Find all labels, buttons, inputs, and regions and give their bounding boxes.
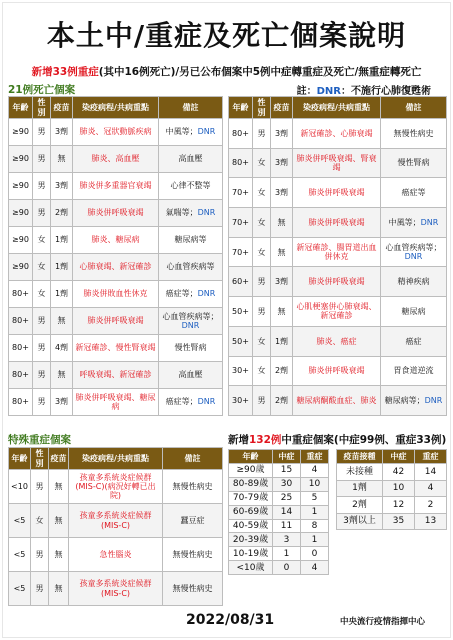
moderate-cell: 42 [383,464,415,481]
moderate-cell: 0 [273,561,301,575]
vaccine-cell: 無 [49,538,69,572]
note-text: 慢性腎病 [174,343,207,353]
label-cell: 3劑以上 [337,513,383,530]
table-row [229,356,447,386]
vaccine-cell: 無 [51,362,73,389]
vaccine-cell: 3劑 [271,148,293,178]
table-row [337,464,447,481]
disease-cell: 肺炎併呼吸衰竭 [293,208,381,238]
table-row [229,148,447,178]
dnr-mark: DNR [424,395,443,405]
note-text: 心血管疾病等； [385,242,442,252]
vaccine-cell: 3劑 [271,178,293,208]
vaccine-cell: 2劑 [271,386,293,416]
table-row [229,237,447,267]
sex-cell: 男 [253,386,271,416]
severe-cell: 8 [301,519,329,533]
severe-cell: 10 [301,477,329,491]
disease-cell: 肺炎、冠狀動脈疾病 [73,119,159,146]
vaccine-cell: 無 [271,237,293,267]
sex-cell: 男 [33,389,51,416]
sex-cell: 男 [33,119,51,146]
note-text: 癌症等； [165,397,198,407]
note-text: ：不施行心肺復甦術 [341,86,431,97]
age-cell: 80+ [9,281,33,308]
death-left-col-4: 備註 [159,97,223,119]
table-row [9,281,223,308]
dnr-mark: DNR [181,321,200,330]
disease-cell: 肺炎、糖尿病 [73,227,159,254]
note-text: 胃食道逆流 [393,366,434,376]
special-col-4: 備註 [163,448,223,470]
note-text: 中風等； [388,217,421,227]
vaccine-col-2: 重症 [415,450,447,464]
sex-cell: 女 [253,148,271,178]
special-col-0: 年齡 [9,448,31,470]
moderate-cell: 10 [383,480,415,497]
vaccine-cell: 無 [51,146,73,173]
note-cell [381,326,447,356]
age-cell: 70+ [229,237,253,267]
table-row [229,386,447,416]
table-row [9,362,223,389]
note-cell [159,200,223,227]
special-col-1: 性別 [31,448,49,470]
vaccine-cell: 無 [49,504,69,538]
dnr-mark: DNR [197,208,216,218]
dnr-mark: DNR [197,127,216,137]
note-text: 精神疾病 [397,277,430,287]
note-cell: 蠶豆症 [163,504,223,538]
table-row [229,491,329,505]
sex-cell: 男 [33,173,51,200]
disease-cell: 急性腦炎 [69,538,163,572]
age-cell: ≥90 [9,119,33,146]
vaccine-cell: 無 [49,572,69,606]
vaccine-cell: 2劑 [271,356,293,386]
disease-cell: 肺炎併呼吸衰竭、腎衰竭 [293,148,381,178]
note-cell: 無慢性病史 [163,572,223,606]
moderate-cell: 30 [273,477,301,491]
special-col-2: 疫苗 [49,448,69,470]
age-cell: 80+ [9,335,33,362]
disease-cell: 肺炎併多重器官衰竭 [73,173,159,200]
moderate-cell: 1 [273,547,301,561]
sex-cell: 男 [31,538,49,572]
disease-cell: 孩童多系統炎症候群(MIS-C)(病況好轉已出院) [69,470,163,504]
age-cell: 60+ [229,267,253,297]
disease-cell: 新冠確診、心肺衰竭 [293,119,381,149]
sex-cell: 男 [33,335,51,362]
subtitle [6,64,447,79]
note-cell: 無慢性病史 [163,470,223,504]
note-text: 糖尿病等 [174,235,207,245]
summary-heading-count: 132例 [249,434,282,446]
table-row [229,267,447,297]
age-cell: 30+ [229,356,253,386]
note-cell [381,178,447,208]
age-col-2: 重症 [301,450,329,464]
death-left-col-3: 染疫病程/共病重點 [73,97,159,119]
vaccine-cell: 無 [51,308,73,335]
age-cell: 70+ [229,208,253,238]
sex-cell: 女 [33,254,51,281]
table-row [9,335,223,362]
table-row [9,200,223,227]
dnr-mark: DNR [197,397,216,407]
death-right-col-4: 備註 [381,97,447,119]
vaccine-cell: 3劑 [51,389,73,416]
death-right-col-3: 染疫病程/共病重點 [293,97,381,119]
table-row [9,173,223,200]
death-right-col-1: 性別 [253,97,271,119]
age-col-1: 中症 [273,450,301,464]
table-row [229,326,447,356]
age-cell: ≥90 [9,146,33,173]
severe-cell: 1 [301,533,329,547]
disease-cell: 新冠確診、腸胃道出血併休克 [293,237,381,267]
label-cell: 80-89歲 [229,477,273,491]
death-right-col-2: 疫苗 [271,97,293,119]
vaccine-cell: 無 [271,208,293,238]
death-right-header [229,97,447,119]
moderate-cell: 35 [383,513,415,530]
note-cell [159,146,223,173]
note-cell [159,119,223,146]
age-cell: 80+ [229,148,253,178]
label-cell: 1劑 [337,480,383,497]
note-cell [159,362,223,389]
death-left-col-0: 年齡 [9,97,33,119]
disease-cell: 孩童多系統炎症候群(MIS-C) [69,504,163,538]
note-text: 心血管疾病等； [162,311,219,321]
death-table-left [8,96,223,416]
note-cell [159,281,223,308]
note-text: 高血壓 [178,154,203,164]
note-text: 慢性腎病 [397,158,430,168]
sex-cell: 女 [253,356,271,386]
age-cell: ≥90 [9,200,33,227]
note-prefix: 註： [296,86,317,97]
table-row [229,561,329,575]
age-header [229,450,329,464]
sex-cell: 男 [33,308,51,335]
disease-cell: 肺炎併呼吸衰竭 [73,200,159,227]
age-cell: 80+ [229,119,253,149]
vaccine-cell: 4劑 [51,335,73,362]
sex-cell: 女 [253,237,271,267]
disease-cell: 肺炎併敗血性休克 [73,281,159,308]
note-cell [381,386,447,416]
age-cell: <10 [9,470,31,504]
note-cell [381,237,447,267]
table-row [229,477,329,491]
special-header [9,448,223,470]
death-left-col-2: 疫苗 [51,97,73,119]
vaccine-cell: 1劑 [51,281,73,308]
disease-cell: 肺炎、癌症 [293,326,381,356]
sex-cell: 男 [253,267,271,297]
note-cell [159,254,223,281]
note-text: 中風等； [165,127,198,137]
sex-cell: 女 [253,178,271,208]
subtitle-rest: /另已公布個案中5例中症轉重症及死亡/無重症轉死亡 [175,66,422,78]
table-row [9,227,223,254]
sex-cell: 男 [33,362,51,389]
label-cell: <10歲 [229,561,273,575]
label-cell: 20-39歲 [229,533,273,547]
table-row [9,119,223,146]
table-row [229,178,447,208]
table-row [229,547,329,561]
note-text: 心律不整等 [170,181,211,191]
disease-cell: 肺炎併呼吸衰竭 [293,178,381,208]
summary-heading-rest: 中重症個案(中症99例、重症33例) [281,434,447,446]
label-cell: 40-59歲 [229,519,273,533]
note-text: 糖尿病 [401,306,426,316]
disease-cell: 孩童多系統炎症候群(MIS-C) [69,572,163,606]
death-heading: 21例死亡個案 [8,84,76,96]
age-cell: 80+ [9,362,33,389]
footer-org: 中央流行疫情指揮中心 [340,617,426,627]
label-cell: ≥90歲 [229,464,273,478]
vaccine-cell: 1劑 [51,254,73,281]
moderate-cell: 25 [273,491,301,505]
note-cell [381,208,447,238]
note-cell [381,356,447,386]
table-row [337,480,447,497]
note-text: 癌症 [405,336,422,346]
table-row [229,297,447,327]
summary-heading [228,432,446,447]
label-cell: 2劑 [337,497,383,514]
disease-cell: 肺炎、高血壓 [73,146,159,173]
sex-cell: 女 [33,227,51,254]
special-col-3: 染疫病程/共病重點 [69,448,163,470]
age-cell: ≥90 [9,254,33,281]
note-cell [381,297,447,327]
table-row [9,538,223,572]
sex-cell: 男 [253,119,271,149]
note-text: 癌症等； [165,289,198,299]
footer-date: 2022/08/31 [186,612,275,628]
note-cell [381,148,447,178]
severe-cell: 5 [301,491,329,505]
table-row [9,470,223,504]
note-text: 氣喘等； [165,208,198,218]
severe-cell: 13 [415,513,447,530]
table-row [9,389,223,416]
death-right-col-0: 年齡 [229,97,253,119]
disease-cell: 肺炎併呼吸衰竭、糖尿病 [73,389,159,416]
age-cell: <5 [9,504,31,538]
table-row [229,208,447,238]
sex-cell: 男 [33,200,51,227]
dnr-mark: DNR [404,252,423,262]
note-cell [159,335,223,362]
vaccine-cell: 無 [271,297,293,327]
age-cell: 30+ [229,386,253,416]
sex-cell: 男 [31,470,49,504]
table-row [229,533,329,547]
note-cell [381,267,447,297]
dnr-mark: DNR [420,217,439,227]
subtitle-highlight: 新增33例重症 [31,66,99,78]
vaccine-table [336,449,447,530]
note-dnr: DNR [316,86,341,97]
age-table [228,449,329,575]
disease-cell: 新冠確診、慢性腎衰竭 [73,335,159,362]
sex-cell: 女 [31,504,49,538]
severe-cell: 14 [415,464,447,481]
death-table-right [228,96,447,416]
vaccine-header [337,450,447,464]
vaccine-col-0: 疫苗接種 [337,450,383,464]
vaccine-cell: 3劑 [271,267,293,297]
vaccine-cell: 1劑 [51,227,73,254]
age-col-0: 年齡 [229,450,273,464]
severe-cell: 2 [415,497,447,514]
note-text: 癌症等 [401,188,426,198]
age-cell: 50+ [229,297,253,327]
vaccine-col-1: 中症 [383,450,415,464]
disease-cell: 肺炎併呼吸衰竭 [293,356,381,386]
disease-cell: 心肌梗塞併心肺衰竭、新冠確診 [293,297,381,327]
table-row [9,308,223,335]
subtitle-sub: (其中16例死亡) [98,66,176,78]
table-row [229,119,447,149]
note-text: 糖尿病等； [384,395,425,405]
table-row [229,505,329,519]
table-row [229,464,329,478]
sex-cell: 男 [253,297,271,327]
moderate-cell: 3 [273,533,301,547]
vaccine-cell: 3劑 [51,173,73,200]
table-row [9,146,223,173]
special-table [8,447,223,606]
vaccine-cell: 無 [49,470,69,504]
vaccine-cell: 3劑 [271,119,293,149]
age-cell: 70+ [229,178,253,208]
severe-cell: 4 [415,480,447,497]
note-cell [381,119,447,149]
vaccine-cell: 3劑 [51,119,73,146]
moderate-cell: 12 [383,497,415,514]
table-row [9,572,223,606]
note-text: 心血管疾病等 [166,262,215,272]
age-cell: ≥90 [9,173,33,200]
table-row [337,497,447,514]
sex-cell: 女 [33,281,51,308]
age-cell: ≥90 [9,227,33,254]
severe-cell: 4 [301,464,329,478]
table-row [9,254,223,281]
disease-cell: 呼吸衰竭、新冠確診 [73,362,159,389]
age-cell: 80+ [9,389,33,416]
vaccine-cell: 1劑 [271,326,293,356]
sex-cell: 男 [31,572,49,606]
table-row [229,519,329,533]
sex-cell: 女 [253,326,271,356]
age-cell: <5 [9,572,31,606]
note-cell [159,227,223,254]
summary-heading-prefix: 新增 [228,434,249,446]
note-text: 高血壓 [178,370,203,380]
table-row [337,513,447,530]
dnr-note [297,82,431,97]
age-cell: 80+ [9,308,33,335]
death-left-col-1: 性別 [33,97,51,119]
moderate-cell: 14 [273,505,301,519]
disease-cell: 肺炎併呼吸衰竭 [73,308,159,335]
moderate-cell: 15 [273,464,301,478]
dnr-mark: DNR [197,289,216,299]
severe-cell: 4 [301,561,329,575]
special-heading: 特殊重症個案 [8,434,71,446]
disease-cell: 心肺衰竭、新冠確診 [73,254,159,281]
disease-cell: 糖尿病酮酸血症、肺炎 [293,386,381,416]
note-cell: 無慢性病史 [163,538,223,572]
death-left-header [9,97,223,119]
moderate-cell: 11 [273,519,301,533]
table-row [9,504,223,538]
severe-cell: 1 [301,505,329,519]
note-text: 無慢性病史 [393,128,434,138]
note-cell [159,389,223,416]
label-cell: 未接種 [337,464,383,481]
severe-cell: 0 [301,547,329,561]
label-cell: 70-79歲 [229,491,273,505]
disease-cell: 肺炎併呼吸衰竭 [293,267,381,297]
note-cell [159,308,223,335]
sex-cell: 男 [33,146,51,173]
label-cell: 10-19歲 [229,547,273,561]
age-cell: <5 [9,538,31,572]
page-title: 本土中/重症及死亡個案說明 [46,19,407,52]
sex-cell: 女 [253,208,271,238]
note-cell [159,173,223,200]
age-cell: 50+ [229,326,253,356]
label-cell: 60-69歲 [229,505,273,519]
vaccine-cell: 2劑 [51,200,73,227]
